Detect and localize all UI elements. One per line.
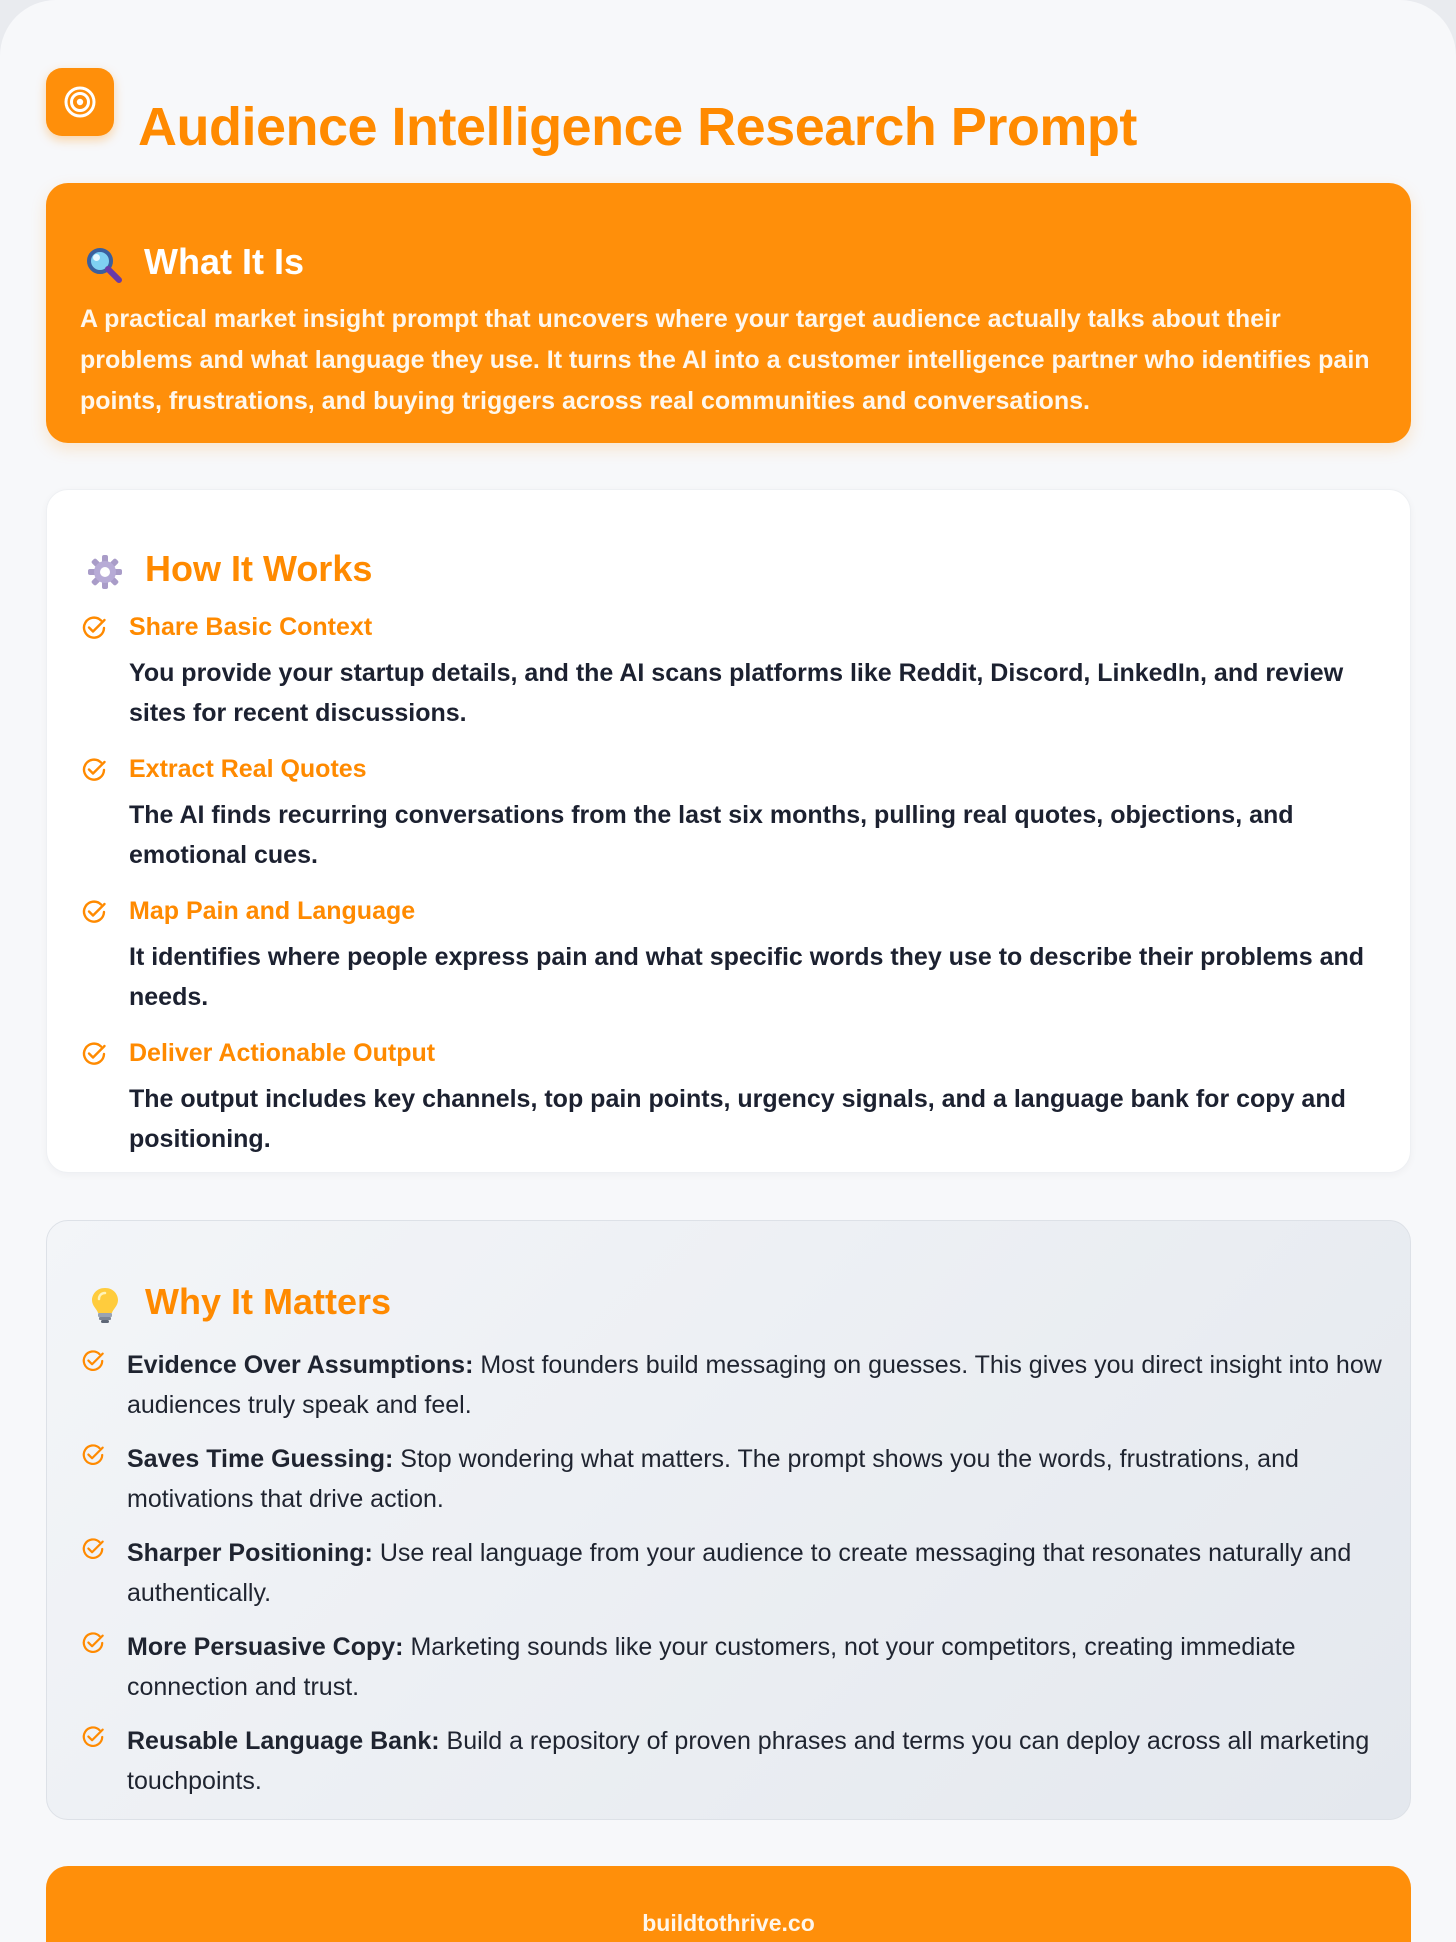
- reason-body: Marketing sounds like your customers, not your competitors, creating immediate connection and trust.: [127, 1633, 1296, 1701]
- step-description: The output includes key channels, top pain points, urgency signals, and a language bank for copy and positioning.: [129, 1085, 1346, 1153]
- header: [46, 68, 1416, 168]
- magnifier-icon: [84, 245, 124, 285]
- step-description: It identifies where people express pain and what specific words they use to describe their problems and needs.: [129, 943, 1365, 1011]
- reason-label: Sharper Positioning:: [127, 1539, 373, 1567]
- step-title: Deliver Actionable Output: [129, 1039, 436, 1067]
- how-it-works-title: How It Works: [145, 548, 373, 589]
- lightbulb-icon: [85, 1285, 125, 1325]
- what-it-is-card: [46, 183, 1411, 443]
- reason-item: [81, 1439, 1391, 1519]
- check-icon: [81, 1349, 107, 1375]
- gear-icon: [85, 552, 125, 592]
- reason-body: Build a repository of proven phrases and terms you can deploy across all marketing touchpoints.: [127, 1727, 1370, 1795]
- footer: [46, 1866, 1411, 1942]
- reason-label: Reusable Language Bank:: [127, 1727, 440, 1755]
- what-it-is-title: What It Is: [144, 241, 304, 282]
- how-it-works-card: [46, 489, 1411, 1173]
- page-title: Audience Intelligence Research Prompt: [138, 97, 1137, 157]
- reason-item: [81, 1721, 1391, 1801]
- reason-text: [81, 1439, 1391, 1519]
- steps-list: [81, 609, 1391, 1177]
- reason-body: Most founders build messaging on guesses. This gives you direct insight into how audiences truly speak and feel.: [127, 1351, 1382, 1419]
- reasons-list: [81, 1345, 1391, 1815]
- step-item: [81, 893, 1391, 1017]
- reason-item: [81, 1345, 1391, 1425]
- step-title: Extract Real Quotes: [129, 755, 367, 783]
- why-it-matters-title: Why It Matters: [145, 1281, 392, 1322]
- check-icon: [81, 899, 107, 925]
- check-icon: [81, 1537, 107, 1563]
- target-icon: [46, 68, 114, 136]
- step-description: You provide your startup details, and the AI scans platforms like Reddit, Discord, LinkedIn, and review sites for recent discussions.: [129, 659, 1344, 727]
- step-item: [81, 751, 1391, 875]
- check-icon: [81, 615, 107, 641]
- check-icon: [81, 757, 107, 783]
- reason-text: [81, 1533, 1391, 1613]
- reason-text: [81, 1721, 1391, 1801]
- reason-label: Saves Time Guessing:: [127, 1445, 394, 1473]
- check-icon: [81, 1041, 107, 1067]
- what-it-is-description: A practical market insight prompt that uncovers where your target audience actually talks about their problems and what language they use. It turns the AI into a customer intelligence partner who identifies pain points, frustrations, and buying triggers across real communities and conversations.: [80, 305, 1370, 415]
- reason-text: [81, 1345, 1391, 1425]
- reason-item: [81, 1533, 1391, 1613]
- reason-body: Use real language from your audience to create messaging that resonates naturally and authentically.: [127, 1539, 1352, 1607]
- reason-label: Evidence Over Assumptions:: [127, 1351, 474, 1379]
- reason-item: [81, 1627, 1391, 1707]
- check-icon: [81, 1631, 107, 1657]
- why-it-matters-card: [46, 1220, 1411, 1820]
- step-description: The AI finds recurring conversations from the last six months, pulling real quotes, objections, and emotional cues.: [129, 801, 1294, 869]
- step-item: [81, 1035, 1391, 1159]
- footer-link[interactable]: buildtothrive.co: [642, 1910, 815, 1936]
- step-title: Share Basic Context: [129, 613, 373, 641]
- step-title: Map Pain and Language: [129, 897, 416, 925]
- step-item: [81, 609, 1391, 733]
- reason-text: [81, 1627, 1391, 1707]
- reason-label: More Persuasive Copy:: [127, 1633, 404, 1661]
- check-icon: [81, 1443, 107, 1469]
- check-icon: [81, 1725, 107, 1751]
- reason-body: Stop wondering what matters. The prompt shows you the words, frustrations, and motivations that drive action.: [127, 1445, 1299, 1513]
